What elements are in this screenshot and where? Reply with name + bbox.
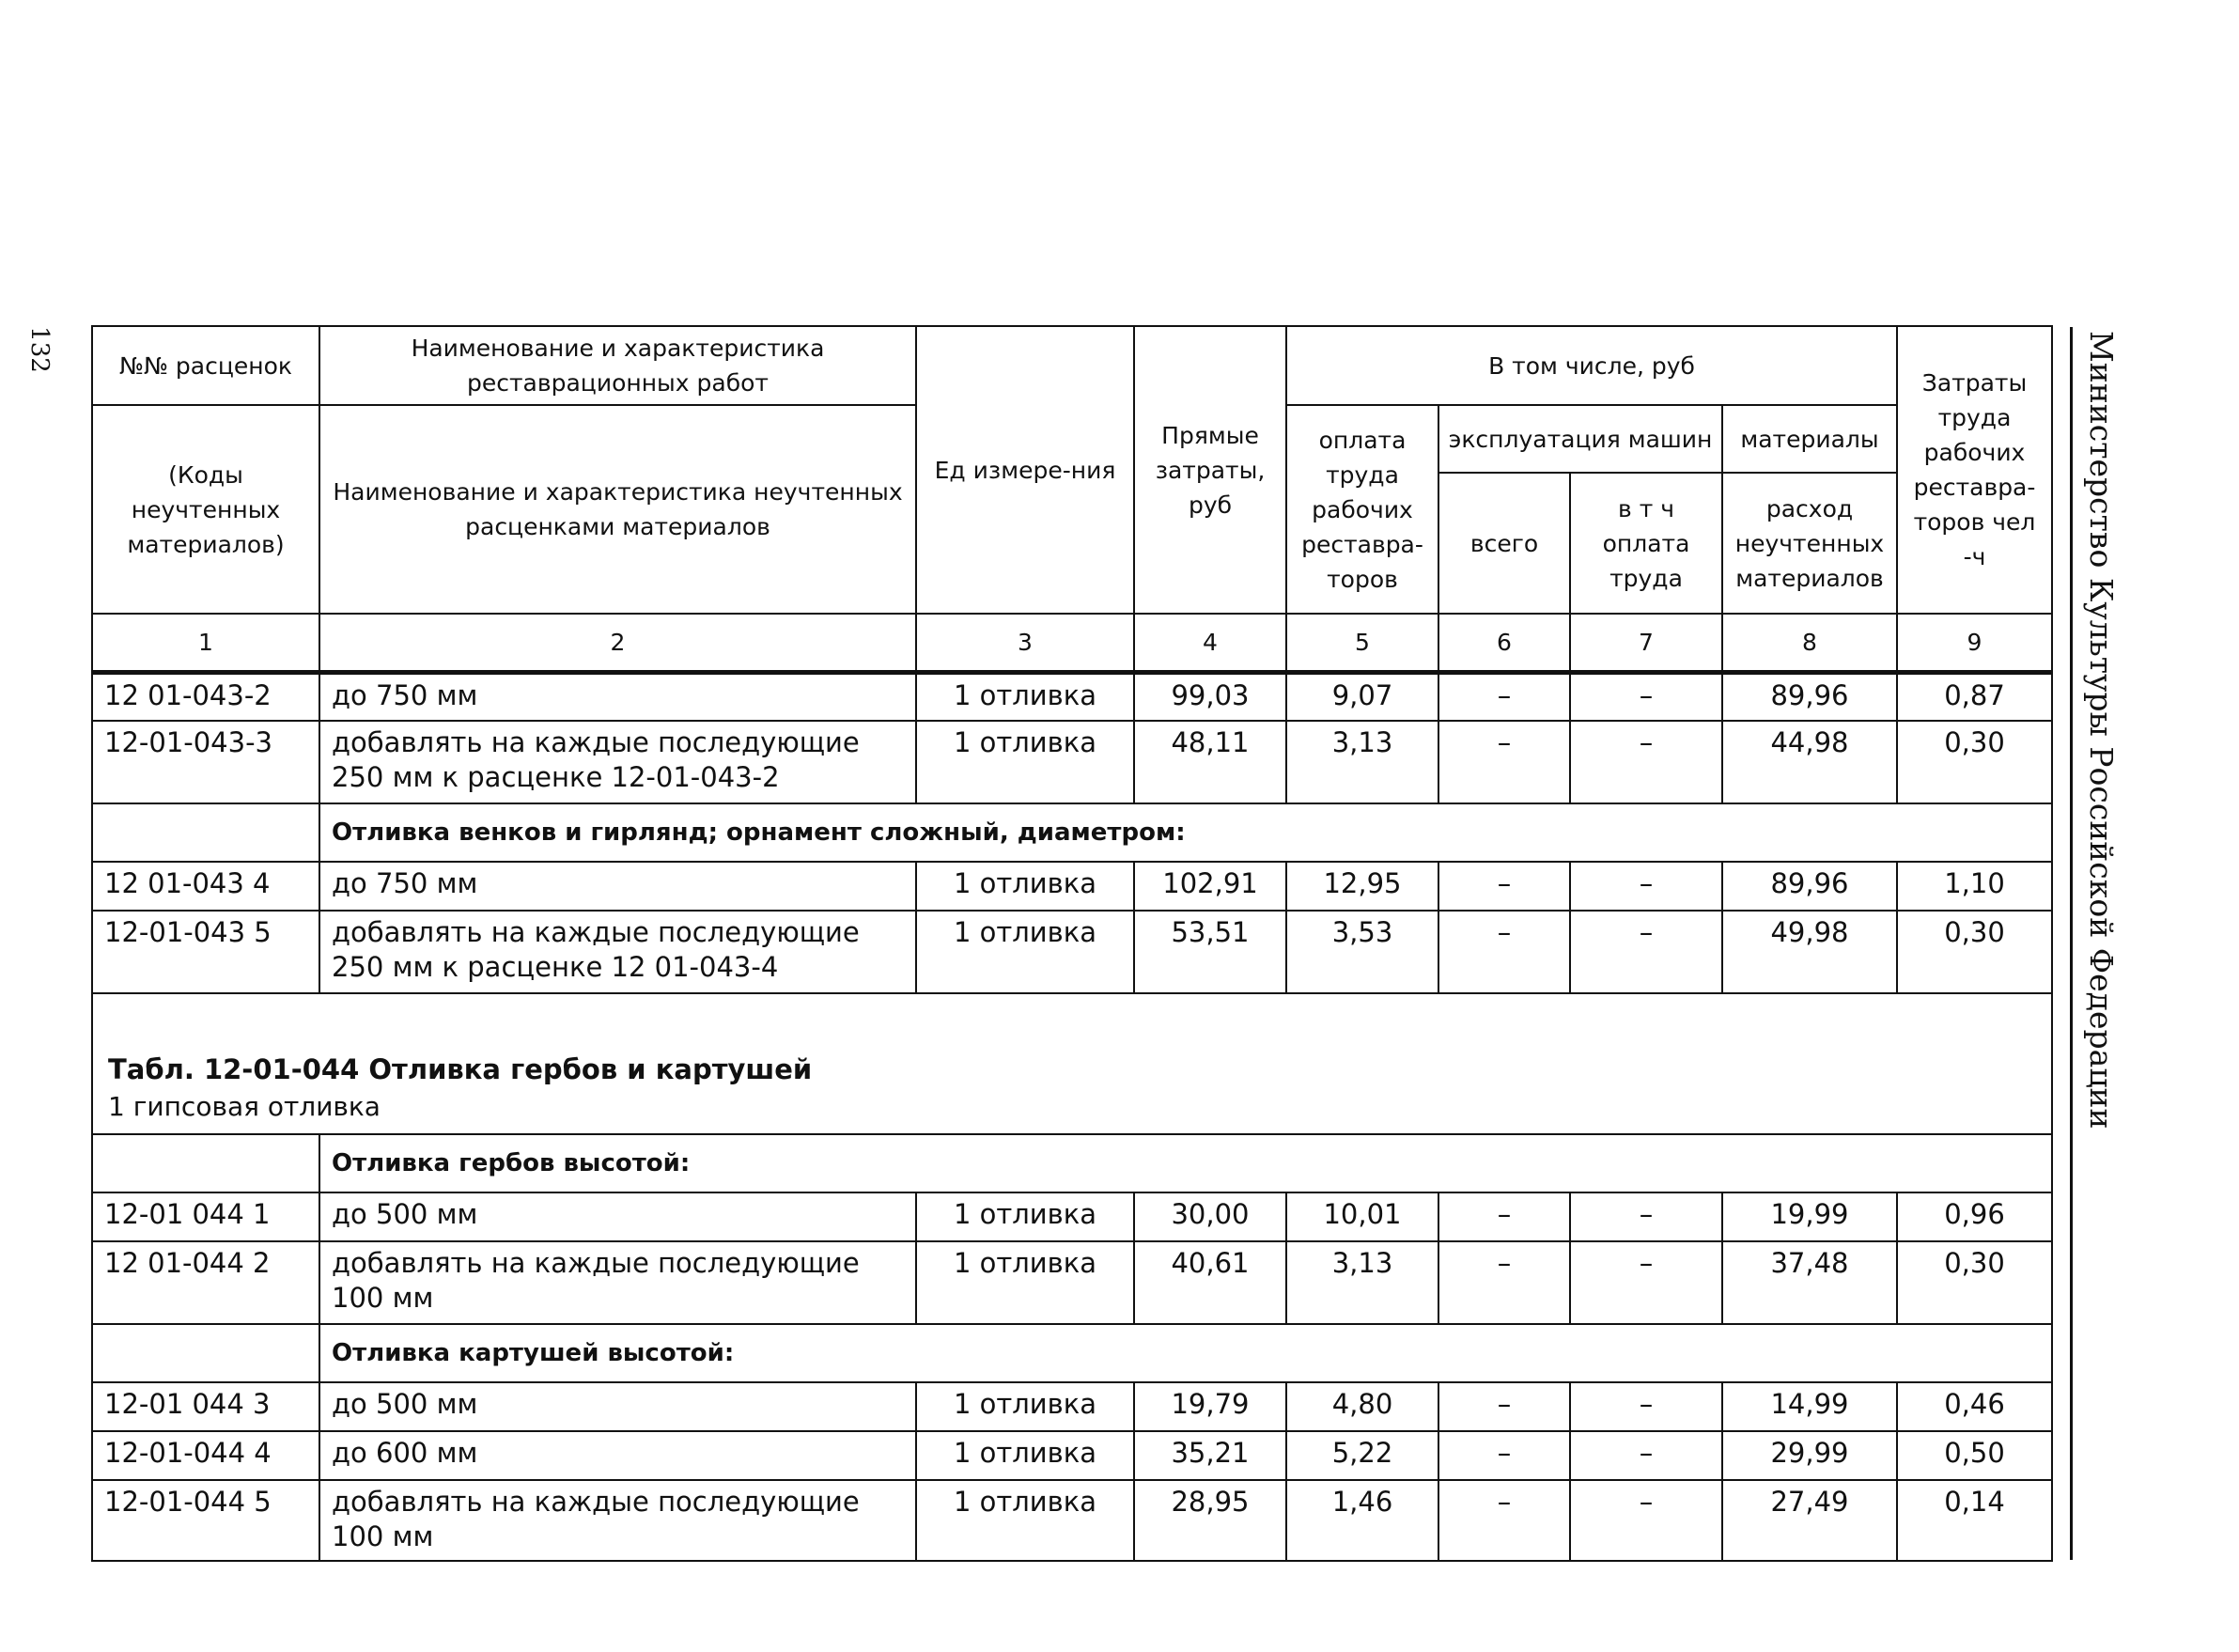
labor-pay: 1,46 <box>1286 1480 1438 1561</box>
work-description: до 500 мм <box>319 1192 916 1241</box>
materials-cost: 27,49 <box>1722 1480 1897 1561</box>
measure-unit: 1 отливка <box>916 911 1134 993</box>
header-group-cell: В том числе, руб <box>1286 326 1897 405</box>
machines-labor: – <box>1570 1431 1722 1480</box>
machines-total: – <box>1438 862 1570 911</box>
labor-pay: 3,53 <box>1286 911 1438 993</box>
rate-code: 12 01-044 2 <box>92 1241 319 1324</box>
measure-unit: 1 отливка <box>916 862 1134 911</box>
table-row <box>92 672 2052 721</box>
table-row <box>92 1480 2052 1561</box>
work-description: до 500 мм <box>319 1382 916 1431</box>
labor-pay: 9,07 <box>1286 672 1438 721</box>
table-title: Табл. 12-01-044 Отливка гербов и картушей <box>108 1053 813 1085</box>
labor-pay: 3,13 <box>1286 1241 1438 1324</box>
direct-cost: 48,11 <box>1134 721 1286 803</box>
labor-pay: 3,13 <box>1286 721 1438 803</box>
machines-labor: – <box>1570 1480 1722 1561</box>
measure-unit: 1 отливка <box>916 1241 1134 1324</box>
machines-labor: – <box>1570 862 1722 911</box>
table-row <box>92 1241 2052 1324</box>
materials-cost: 14,99 <box>1722 1382 1897 1431</box>
measure-unit: 1 отливка <box>916 1192 1134 1241</box>
materials-cost: 19,99 <box>1722 1192 1897 1241</box>
table-title-row <box>92 993 2052 1134</box>
rate-code: 12-01-044 5 <box>92 1480 319 1561</box>
header-materials-cell: материалы <box>1722 405 1897 473</box>
direct-cost: 102,91 <box>1134 862 1286 911</box>
rate-code: 12 01-043 4 <box>92 862 319 911</box>
table-row <box>92 721 2052 803</box>
labor-pay: 5,22 <box>1286 1431 1438 1480</box>
direct-cost: 35,21 <box>1134 1431 1286 1480</box>
machines-labor: – <box>1570 911 1722 993</box>
measure-unit: 1 отливка <box>916 672 1134 721</box>
machines-total: – <box>1438 1480 1570 1561</box>
table-row <box>92 911 2052 993</box>
machines-total: – <box>1438 911 1570 993</box>
materials-cost: 29,99 <box>1722 1431 1897 1480</box>
header-direct-cost-cell: Прямые затраты, руб <box>1134 326 1286 614</box>
table-row <box>92 1192 2052 1241</box>
column-number-cell: 1 <box>92 614 319 672</box>
table-title-cell <box>92 993 2052 1134</box>
header-material-code-cell: (Коды неучтенных материалов) <box>92 405 319 614</box>
rate-code: 12 01-043-2 <box>92 672 319 721</box>
section-heading: Отливка венков и гирлянд; орнамент сложный, диаметром: <box>319 803 2052 862</box>
labor-hours: 0,30 <box>1897 721 2052 803</box>
section-heading: Отливка гербов высотой: <box>319 1134 2052 1192</box>
work-description: до 750 мм <box>319 862 916 911</box>
measure-unit: 1 отливка <box>916 1431 1134 1480</box>
work-description: добавлять на каждые последующие 100 мм <box>319 1241 916 1324</box>
labor-hours: 0,46 <box>1897 1382 2052 1431</box>
rate-code: 12-01-043-3 <box>92 721 319 803</box>
section-row <box>92 1324 2052 1382</box>
machines-total: – <box>1438 1431 1570 1480</box>
direct-cost: 28,95 <box>1134 1480 1286 1561</box>
machines-labor: – <box>1570 1241 1722 1324</box>
labor-hours: 0,30 <box>1897 1241 2052 1324</box>
labor-hours: 0,96 <box>1897 1192 2052 1241</box>
rate-code: 12-01 044 3 <box>92 1382 319 1431</box>
materials-cost: 37,48 <box>1722 1241 1897 1324</box>
section-code-cell <box>92 1324 319 1382</box>
column-number-cell: 3 <box>916 614 1134 672</box>
labor-hours: 0,50 <box>1897 1431 2052 1480</box>
column-number-cell: 9 <box>1897 614 2052 672</box>
side-header-rule <box>2070 327 2073 1560</box>
header-machines-total-cell: всего <box>1438 473 1570 614</box>
materials-cost: 89,96 <box>1722 862 1897 911</box>
header-labor-hours-cell: Затраты труда рабочих реставра-торов чел -ч <box>1897 326 2052 614</box>
header-machines-cell: эксплуатация машин <box>1438 405 1722 473</box>
section-row <box>92 803 2052 862</box>
measure-unit: 1 отливка <box>916 1480 1134 1561</box>
machines-total: – <box>1438 721 1570 803</box>
machines-total: – <box>1438 672 1570 721</box>
direct-cost: 40,61 <box>1134 1241 1286 1324</box>
materials-cost: 44,98 <box>1722 721 1897 803</box>
header-materials-use-cell: расход неучтенных материалов <box>1722 473 1897 614</box>
header-labor-pay-cell: оплата труда рабочих реставра-торов <box>1286 405 1438 614</box>
header-material-name-cell: Наименование и характеристика неучтенных расценками материалов <box>319 405 916 614</box>
materials-cost: 49,98 <box>1722 911 1897 993</box>
labor-hours: 0,14 <box>1897 1480 2052 1561</box>
side-header-title: Министерство Культуры Российской Федерации <box>2083 331 2120 1130</box>
page-number: 132 <box>25 326 54 373</box>
header-machines-labor-cell: в т ч оплата труда <box>1570 473 1722 614</box>
work-description: добавлять на каждые последующие 250 мм к расценке 12 01-043-4 <box>319 911 916 993</box>
header-unit-cell: Ед измере-ния <box>916 326 1134 614</box>
labor-pay: 10,01 <box>1286 1192 1438 1241</box>
labor-pay: 4,80 <box>1286 1382 1438 1431</box>
header-code-cell: №№ расценок <box>92 326 319 405</box>
column-number-cell: 7 <box>1570 614 1722 672</box>
section-code-cell <box>92 1134 319 1192</box>
labor-pay: 12,95 <box>1286 862 1438 911</box>
table-row <box>92 862 2052 911</box>
column-number-cell: 6 <box>1438 614 1570 672</box>
direct-cost: 53,51 <box>1134 911 1286 993</box>
measure-unit: 1 отливка <box>916 1382 1134 1431</box>
section-row <box>92 1134 2052 1192</box>
machines-total: – <box>1438 1241 1570 1324</box>
section-code-cell <box>92 803 319 862</box>
table-row <box>92 1382 2052 1431</box>
work-description: до 750 мм <box>319 672 916 721</box>
materials-cost: 89,96 <box>1722 672 1897 721</box>
work-description: добавлять на каждые последующие 250 мм к расценке 12-01-043-2 <box>319 721 916 803</box>
column-number-cell: 8 <box>1722 614 1897 672</box>
direct-cost: 99,03 <box>1134 672 1286 721</box>
machines-labor: – <box>1570 1192 1722 1241</box>
table-unit: 1 гипсовая отливка <box>108 1091 381 1122</box>
section-heading: Отливка картушей высотой: <box>319 1324 2052 1382</box>
machines-total: – <box>1438 1382 1570 1431</box>
labor-hours: 1,10 <box>1897 862 2052 911</box>
machines-labor: – <box>1570 672 1722 721</box>
header-name-cell: Наименование и характеристика реставрационных работ <box>319 326 916 405</box>
labor-hours: 0,30 <box>1897 911 2052 993</box>
rate-code: 12-01-044 4 <box>92 1431 319 1480</box>
machines-labor: – <box>1570 721 1722 803</box>
rate-code: 12-01 044 1 <box>92 1192 319 1241</box>
work-description: добавлять на каждые последующие 100 мм <box>319 1480 916 1561</box>
work-description: до 600 мм <box>319 1431 916 1480</box>
column-number-cell: 5 <box>1286 614 1438 672</box>
machines-labor: – <box>1570 1382 1722 1431</box>
direct-cost: 30,00 <box>1134 1192 1286 1241</box>
measure-unit: 1 отливка <box>916 721 1134 803</box>
column-number-cell: 4 <box>1134 614 1286 672</box>
machines-total: – <box>1438 1192 1570 1241</box>
column-number-cell: 2 <box>319 614 916 672</box>
direct-cost: 19,79 <box>1134 1382 1286 1431</box>
rate-code: 12-01-043 5 <box>92 911 319 993</box>
table-row <box>92 1431 2052 1480</box>
labor-hours: 0,87 <box>1897 672 2052 721</box>
rates-table <box>91 325 2053 1562</box>
